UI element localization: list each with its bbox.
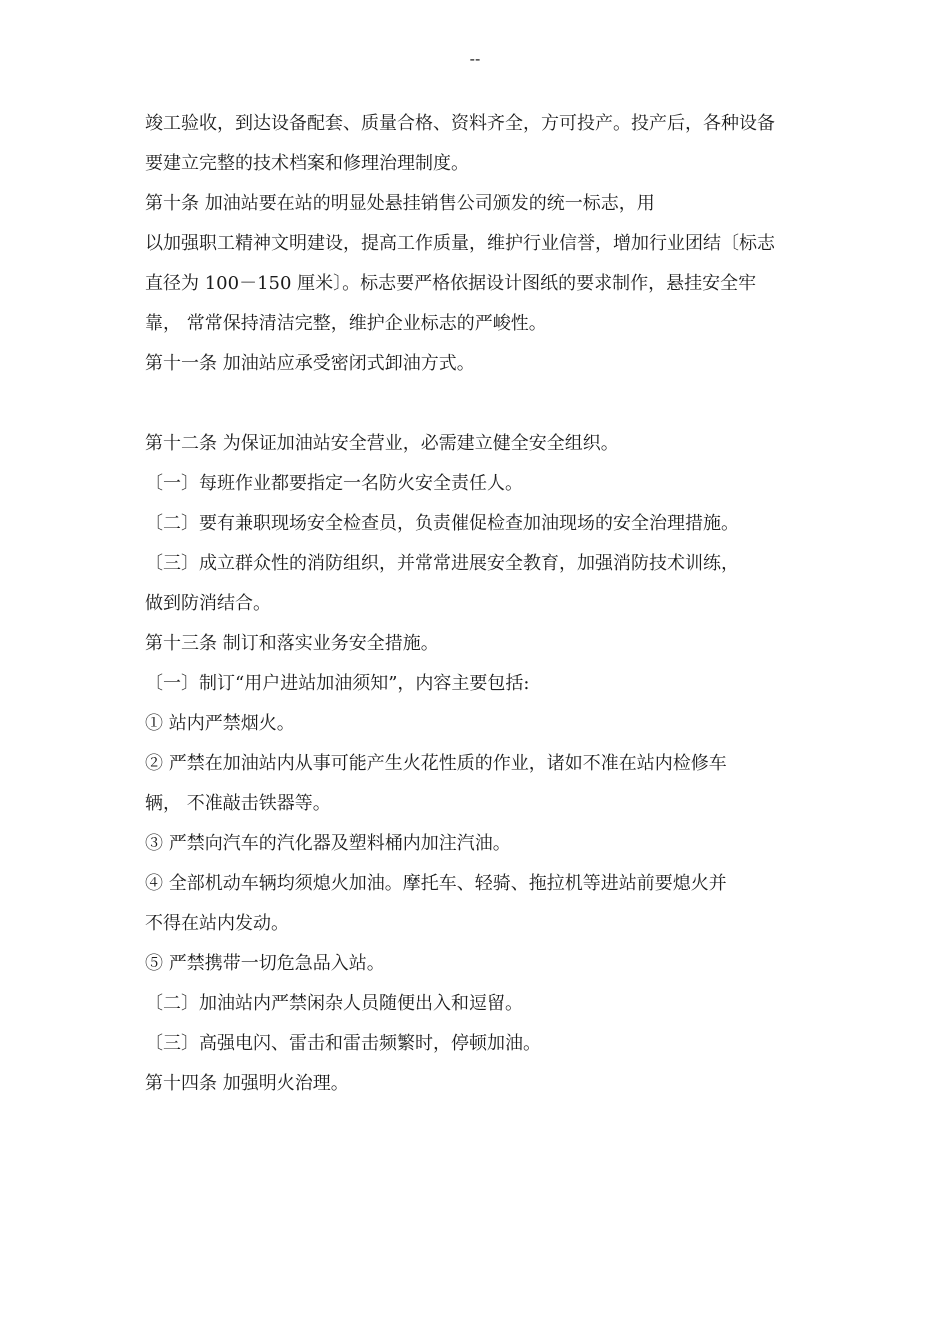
body-line: 不得在站内发动。 [145, 913, 289, 934]
body-line: 辆， 不准敲击铁器等。 [145, 793, 331, 814]
article-14-heading: 第十四条 加强明火治理。 [145, 1073, 349, 1094]
sub-item: ④ 全部机动车辆均须熄火加油。摩托车、轻骑、拖拉机等进站前要熄火并 [145, 873, 727, 894]
document-body [145, 104, 825, 1104]
sub-item: ② 严禁在加油站内从事可能产生火花性质的作业，诸如不准在站内检修车 [145, 753, 727, 774]
sub-item: ③ 严禁向汽车的汽化器及塑料桶内加注汽油。 [145, 833, 511, 854]
list-item: 〔三〕成立群众性的消防组织，并常常进展安全教育，加强消防技术训练， [145, 553, 739, 574]
article-11-heading: 第十一条 加油站应承受密闭式卸油方式。 [145, 353, 475, 374]
body-line: 以加强职工精神文明建设，提高工作质量，维护行业信誉，增加行业团结〔标志 [145, 233, 775, 254]
list-item: 〔一〕每班作业都要指定一名防火安全责任人。 [145, 473, 523, 494]
list-item: 〔二〕要有兼职现场安全检查员，负责催促检查加油现场的安全治理措施。 [145, 513, 739, 534]
article-11-block [145, 344, 825, 424]
sub-item: ① 站内严禁烟火。 [145, 713, 295, 734]
body-line: 竣工验收，到达设备配套、质量合格、资料齐全，方可投产。投产后，各种设备 [145, 113, 775, 134]
article-12-heading: 第十二条 为保证加油站安全营业，必需建立健全安全组织。 [145, 433, 619, 454]
body-line: 做到防消结合。 [145, 593, 271, 614]
article-13-heading: 第十三条 制订和落实业务安全措施。 [145, 633, 439, 654]
body-line: 要建立完整的技术档案和修理治理制度。 [145, 153, 469, 174]
list-item: 〔二〕加油站内严禁闲杂人员随便出入和逗留。 [145, 993, 523, 1014]
page-header-mark: -- [469, 51, 481, 68]
article-10-heading: 第十条 加油站要在站的明显处悬挂销售公司颁发的统一标志，用 [145, 193, 655, 214]
sub-item: ⑤ 严禁携带一切危急品入站。 [145, 953, 385, 974]
list-item: 〔一〕制订“用户进站加油须知”，内容主要包括: [145, 673, 530, 694]
body-line: 直径为 100－150 厘米〕。标志要严格依据设计图纸的要求制作，悬挂安全牢 [145, 273, 757, 294]
list-item: 〔三〕高强电闪、雷击和雷击频繁时，停顿加油。 [145, 1033, 541, 1054]
body-line: 靠， 常常保持清洁完整，维护企业标志的严峻性。 [145, 313, 547, 334]
